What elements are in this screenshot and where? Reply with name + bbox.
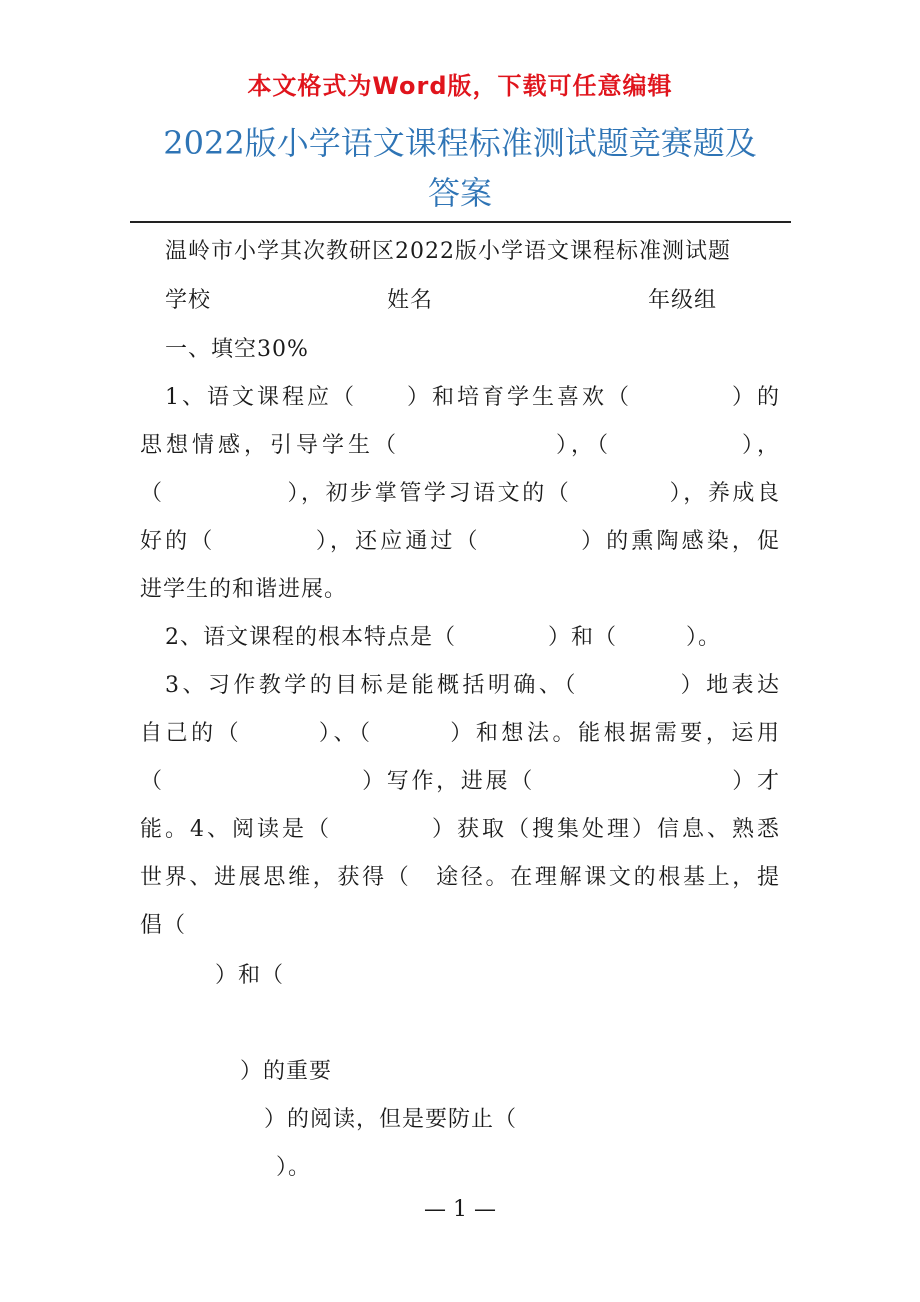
text-line: 自己的（ ）、（ ）和想法。能根据需要，运用 <box>140 721 780 746</box>
title-divider <box>130 221 791 223</box>
text-line: 3、习作教学的目标是能概括明确、（ ）地表达 <box>165 673 780 698</box>
text-line: 进学生的和谐进展。 <box>140 577 348 602</box>
text-line: 倡（ <box>140 913 187 938</box>
text-line: 世界、进展思维，获得（ 途径。在理解课文的根基上，提 <box>140 865 780 890</box>
text-line: 思想情感，引导学生（ ），（ ）， <box>140 433 780 458</box>
title-line-1: 2022版小学语文课程标准测试题竞赛题及 <box>163 124 757 162</box>
grade-field-label: 年级组 <box>648 288 718 313</box>
section-heading: 一、填空30% <box>165 337 309 362</box>
text-line: （ ），初步掌管学习语文的（ ），养成良 <box>140 481 780 506</box>
title-line-2: 答案 <box>427 174 492 212</box>
text-line: 1、语文课程应（ ）和培育学生喜欢（ ）的 <box>165 385 780 410</box>
text-line: ）的重要 <box>240 1059 333 1084</box>
page-number: — 1 — <box>424 1197 496 1222</box>
text-line: ）和（ <box>215 963 285 988</box>
text-line: （ ）写作，进展（ ）才 <box>140 769 780 794</box>
text-line: ）。 <box>276 1155 312 1180</box>
document-title <box>140 118 780 218</box>
school-field-label: 学校 <box>165 288 212 313</box>
text-line: ）的阅读，但是要防止（ <box>264 1107 518 1132</box>
text-line: 能。4、阅读是（ ）获取（搜集处理）信息、熟悉 <box>140 817 780 842</box>
exam-subtitle: 温岭市小学其次教研区2022版小学语文课程标准测试题 <box>165 239 731 264</box>
text-line: 2、语文课程的根本特点是（ ）和（ ）。 <box>165 625 721 650</box>
text-line: 好的（ ），还应通过（ ）的熏陶感染，促 <box>140 529 780 554</box>
name-field-label: 姓名 <box>387 288 434 313</box>
download-banner: 本文格式为Word版，下载可任意编辑 <box>247 72 673 100</box>
